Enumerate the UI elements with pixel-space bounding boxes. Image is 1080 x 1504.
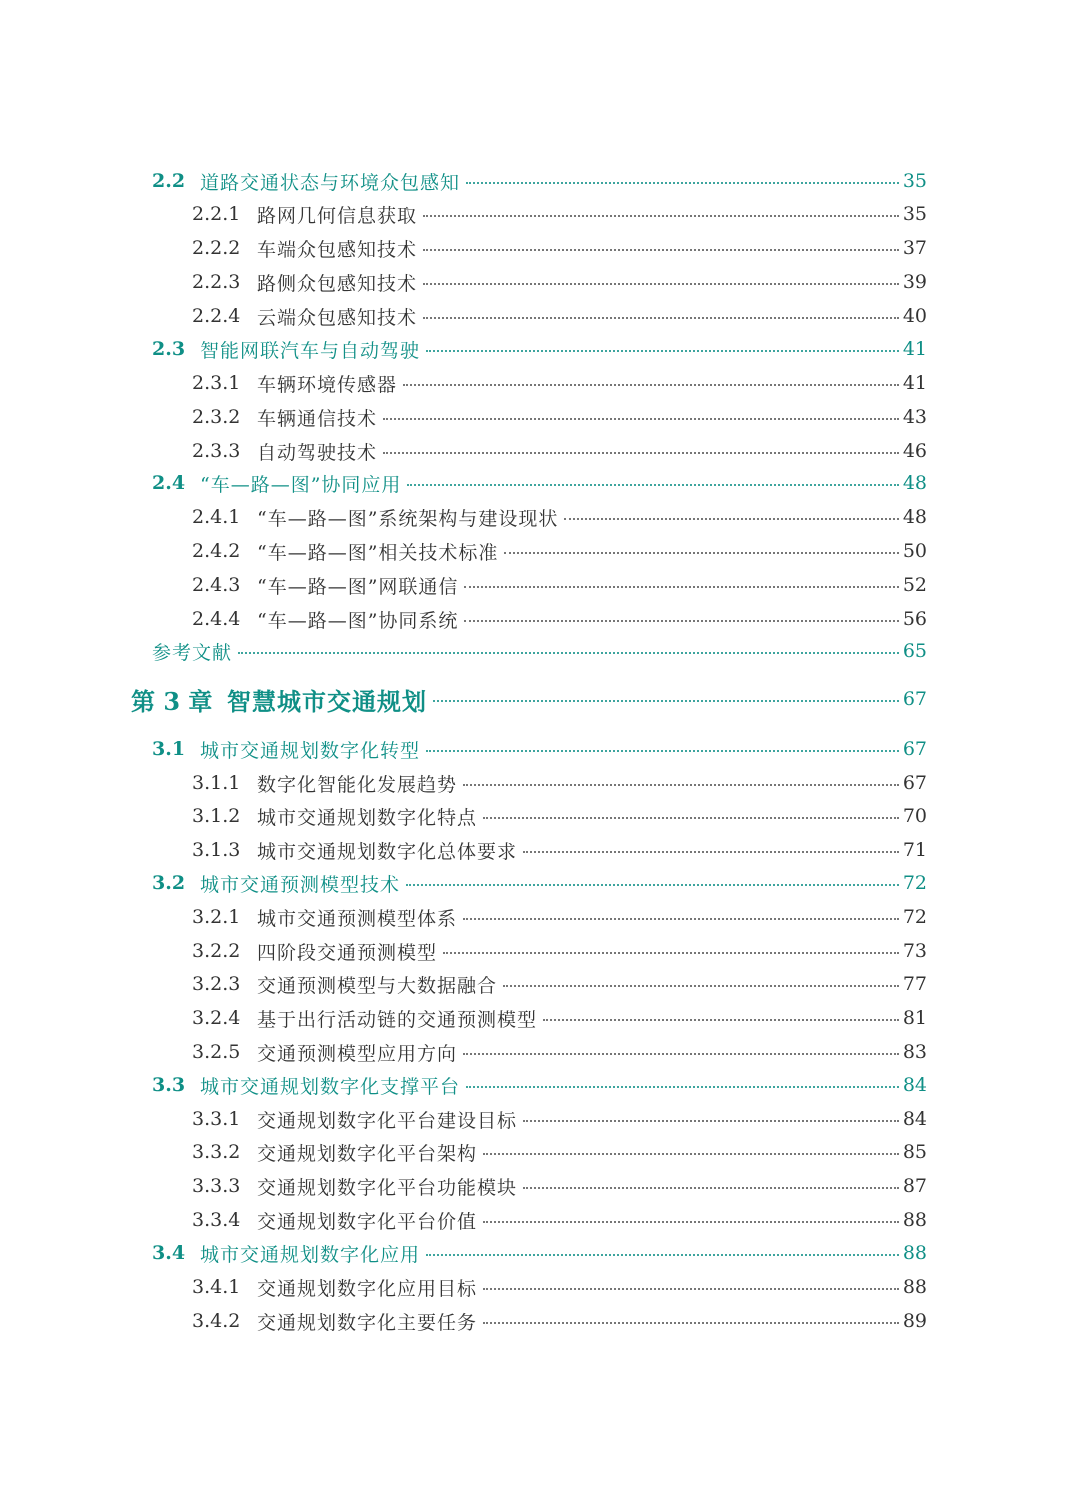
dot-leader [503,985,899,987]
toc-entry[interactable] [0,332,1080,366]
toc-entry[interactable] [0,934,1080,968]
page-number: 67 [902,772,927,794]
section-number: 3.4 [152,1242,186,1264]
section-title: 城市交通规划数字化应用 [200,1243,421,1266]
page-number: 88 [902,1209,927,1231]
section-title: 四阶段交通预测模型 [257,941,438,964]
dot-leader [523,851,899,853]
section-title: 交通规划数字化平台架构 [257,1142,478,1165]
section-number: 3.2.1 [192,906,241,928]
section-title: 交通规划数字化平台功能模块 [257,1176,518,1199]
page-number: 67 [902,688,927,710]
section-number: 3.3.4 [192,1209,241,1231]
section-number: 3.3.1 [192,1108,241,1130]
toc-entry[interactable] [0,1035,1080,1069]
section-title: 城市交通预测模型体系 [257,907,458,930]
section-number: 3.2.3 [192,973,241,995]
section-title: 车辆通信技术 [257,407,378,430]
toc-entry[interactable] [0,466,1080,500]
section-number: 2.4.4 [192,608,241,630]
section-number: 2.4 [152,472,186,494]
page-number: 67 [902,738,927,760]
section-number: 3.1.3 [192,839,241,861]
section-title: 云端众包感知技术 [257,306,418,329]
chapter-number: 第 3 章 [131,686,213,716]
dot-leader [238,652,899,654]
dot-leader [426,350,899,352]
page-number: 40 [902,305,927,327]
dot-leader [464,620,898,622]
dot-leader [383,452,899,454]
section-number: 3.3.3 [192,1175,241,1197]
dot-leader [463,1053,899,1055]
page-number: 35 [902,170,927,192]
page-number: 50 [902,540,927,562]
section-title: 智能网联汽车与自动驾驶 [200,339,421,362]
section-number: 3.4.1 [192,1276,241,1298]
toc-entry[interactable] [0,1068,1080,1102]
section-number: 3.2.2 [192,940,241,962]
section-title: 道路交通状态与环境众包感知 [200,171,461,194]
page-number: 83 [902,1041,927,1063]
page-number: 52 [902,574,927,596]
section-title: 路网几何信息获取 [257,204,418,227]
section-number: 3.2.4 [192,1007,241,1029]
dot-leader [483,1288,899,1290]
dot-leader [426,750,899,752]
dot-leader [433,700,899,702]
toc-entry[interactable] [0,967,1080,1001]
toc-entry[interactable] [0,799,1080,833]
toc-entry[interactable] [0,1236,1080,1270]
section-number: 2.4.1 [192,506,241,528]
dot-leader [426,1254,899,1256]
dot-leader [463,918,899,920]
section-number: 2.3 [152,338,186,360]
toc-entry[interactable] [0,602,1080,636]
dot-leader [483,817,899,819]
toc-entry[interactable] [0,1169,1080,1203]
section-title: “车—路—图”系统架构与建设现状 [257,507,559,530]
page-number: 41 [902,372,927,394]
dot-leader [483,1322,899,1324]
section-title: “车—路—图”相关技术标准 [257,541,499,564]
page-number: 85 [902,1141,927,1163]
section-title: 车端众包感知技术 [257,238,418,261]
toc-entry[interactable] [0,732,1080,766]
page-number: 56 [902,608,927,630]
page-number: 65 [902,640,927,662]
section-number: 3.1 [152,738,186,760]
section-number: 3.2.5 [192,1041,241,1063]
dot-leader [466,182,899,184]
section-title: 车辆环境传感器 [257,373,398,396]
toc-entry[interactable] [0,366,1080,400]
section-title: 参考文献 [152,641,233,664]
dot-leader [406,884,899,886]
page-number: 81 [902,1007,927,1029]
section-number: 2.3.3 [192,440,241,462]
section-title: “车—路—图”协同应用 [200,473,402,496]
section-number: 3.1.2 [192,805,241,827]
toc-entry[interactable] [0,866,1080,900]
page-number: 84 [902,1108,927,1130]
section-number: 2.2 [152,170,186,192]
page-number: 89 [902,1310,927,1332]
section-title: 交通规划数字化平台建设目标 [257,1109,518,1132]
dot-leader [564,518,898,520]
toc-entry[interactable] [0,900,1080,934]
toc-entry-references[interactable] [0,634,1080,668]
dot-leader [407,484,898,486]
dot-leader [423,317,899,319]
dot-leader [443,952,899,954]
dot-leader [523,1187,899,1189]
page-number: 77 [902,973,927,995]
section-number: 3.4.2 [192,1310,241,1332]
toc-entry[interactable] [0,1001,1080,1035]
dot-leader [423,249,899,251]
dot-leader [463,784,899,786]
dot-leader [523,1120,899,1122]
section-title: “车—路—图”网联通信 [257,575,459,598]
toc-entry[interactable] [0,231,1080,265]
section-title: 数字化智能化发展趋势 [257,773,458,796]
page-number: 46 [902,440,927,462]
section-title: 交通预测模型与大数据融合 [257,974,498,997]
toc-entry[interactable] [0,766,1080,800]
toc-entry[interactable] [0,164,1080,198]
section-number: 2.2.2 [192,237,241,259]
dot-leader [464,586,898,588]
page-number: 41 [902,338,927,360]
section-number: 2.2.3 [192,271,241,293]
dot-leader [543,1019,899,1021]
section-number: 2.3.2 [192,406,241,428]
dot-leader [466,1086,899,1088]
toc-entry[interactable] [0,197,1080,231]
page-number: 72 [902,872,927,894]
toc-entry[interactable] [0,1304,1080,1338]
page-number: 70 [902,805,927,827]
page-number: 71 [902,839,927,861]
page-number: 87 [902,1175,927,1197]
section-number: 3.3 [152,1074,186,1096]
dot-leader [483,1221,899,1223]
page-number: 48 [902,472,927,494]
chapter-title: 智慧城市交通规划 [227,686,427,716]
toc-entry[interactable] [0,500,1080,534]
section-title: 交通预测模型应用方向 [257,1042,458,1065]
page-number: 72 [902,906,927,928]
page-number: 35 [902,203,927,225]
section-title: 城市交通规划数字化支撑平台 [200,1075,461,1098]
toc-entry[interactable] [0,1203,1080,1237]
section-title: 交通规划数字化应用目标 [257,1277,478,1300]
section-title: 城市交通规划数字化特点 [257,806,478,829]
section-number: 2.2.4 [192,305,241,327]
dot-leader [483,1153,899,1155]
section-number: 3.3.2 [192,1141,241,1163]
section-title: 交通规划数字化平台价值 [257,1210,478,1233]
toc-entry[interactable] [0,265,1080,299]
toc-entry[interactable] [0,534,1080,568]
dot-leader [403,384,899,386]
section-title: 城市交通规划数字化转型 [200,739,421,762]
section-number: 3.2 [152,872,186,894]
dot-leader [504,552,898,554]
toc-entry[interactable] [0,299,1080,333]
toc-entry[interactable] [0,568,1080,602]
section-number: 2.2.1 [192,203,241,225]
section-number: 2.3.1 [192,372,241,394]
section-title: 自动驾驶技术 [257,441,378,464]
page-number: 48 [902,506,927,528]
page-number: 88 [902,1276,927,1298]
dot-leader [383,418,899,420]
section-number: 2.4.3 [192,574,241,596]
page-number: 88 [902,1242,927,1264]
section-title: 基于出行活动链的交通预测模型 [257,1008,538,1031]
toc-chapter-heading[interactable] [0,682,1080,716]
page-number: 37 [902,237,927,259]
toc-entry[interactable] [0,1270,1080,1304]
toc-entry[interactable] [0,1102,1080,1136]
page-number: 39 [902,271,927,293]
dot-leader [423,283,899,285]
section-title: 交通规划数字化主要任务 [257,1311,478,1334]
section-title: 城市交通规划数字化总体要求 [257,840,518,863]
section-title: 城市交通预测模型技术 [200,873,401,896]
section-title: “车—路—图”协同系统 [257,609,459,632]
page-number: 73 [902,940,927,962]
toc-entry[interactable] [0,1135,1080,1169]
page-number: 43 [902,406,927,428]
toc-entry[interactable] [0,833,1080,867]
section-number: 3.1.1 [192,772,241,794]
dot-leader [423,215,899,217]
page-number: 84 [902,1074,927,1096]
section-title: 路侧众包感知技术 [257,272,418,295]
section-number: 2.4.2 [192,540,241,562]
toc-entry[interactable] [0,400,1080,434]
toc-entry[interactable] [0,434,1080,468]
